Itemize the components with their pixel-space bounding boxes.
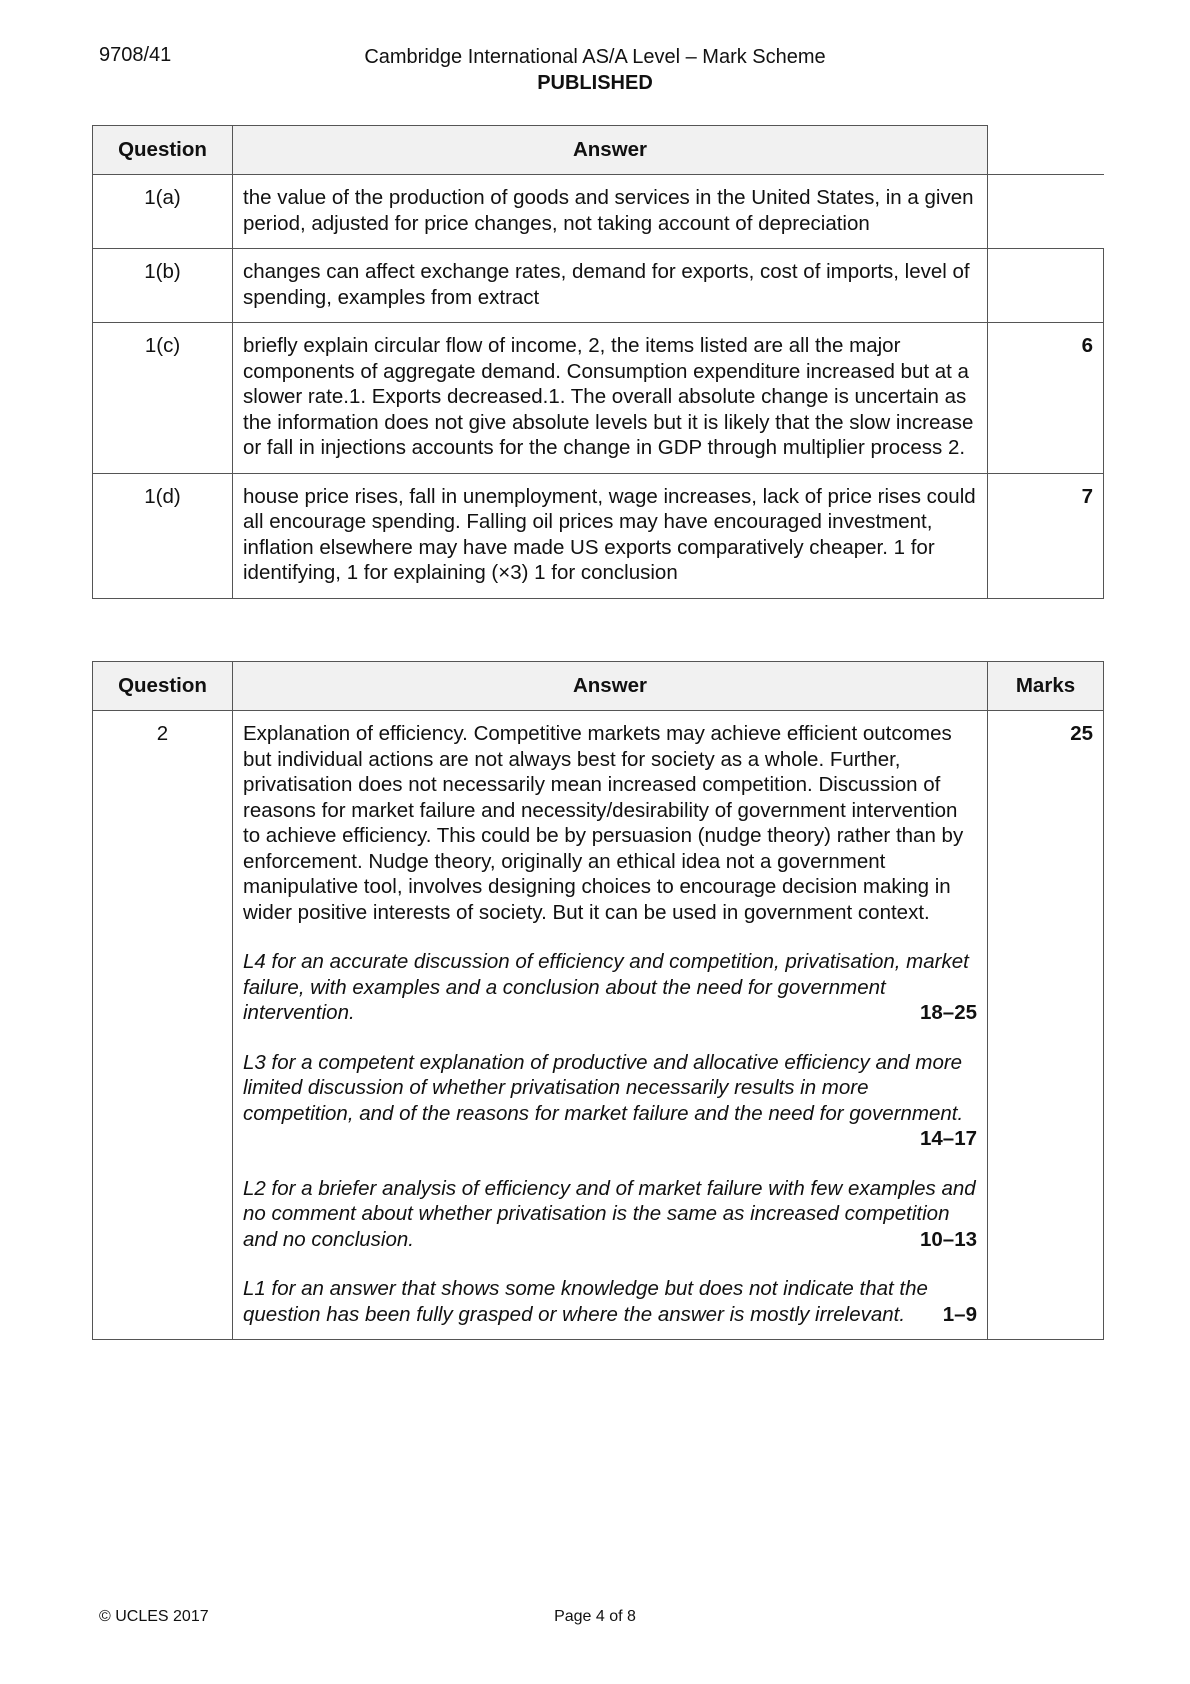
column-header-question: Question [93,662,233,711]
answer-text: changes can affect exchange rates, demand for exports, cost of imports, level of spending, examples from extract [233,249,988,323]
column-header-marks: Marks [988,662,1104,711]
table-header-row [93,662,1104,711]
question-number: 1(d) [93,473,233,598]
page-number: Page 4 of 8 [554,1608,636,1625]
marks-value [988,175,1104,249]
copyright-notice: © UCLES 2017 [99,1608,209,1625]
question-number: 1(b) [93,249,233,323]
level-descriptor [243,1176,977,1253]
answer-text: Explanation of efficiency. Competitive markets may achieve efficient outcomes but individual actions are not always best for society as a whole. Further, privatisation does not necessarily mean increased competition. Discussion of reasons for market failure and necessity/desirability of government intervention to achieve efficiency. This could be by persuasion (nudge theory) rather than by enforcement. Nudge theory, originally an ethical idea not a government manipulative tool, involves designing choices to encourage decision making in wider positive interests of society. But it can be used in government context. [243,722,964,924]
level-mark-band: 14–17 [919,1127,977,1150]
level-text: L3 for a competent explanation of productive and allocative efficiency and more limited discussion of whether privatisation necessarily results in more competition, and of the reasons for market failure and the need for government. [243,1050,964,1125]
answer-text: briefly explain circular flow of income, 2, the items listed are all the major components of aggregate demand. Consumption expenditure increased but at a slower rate.1. Exports decreased.1. The overall absolute change is uncertain as the information does not give absolute levels but it is likely that the slow increase or fall in injections accounts for the change in GDP through multiplier process 2. [233,323,988,474]
question-number: 1(c) [93,323,233,474]
column-header-question: Question [93,126,233,175]
table-row [93,473,1104,598]
answer-text: the value of the production of goods and services in the United States, in a given period, adjusted for price changes, not taking account of depreciation [233,175,988,249]
page-header [0,44,1190,96]
question-number: 1(a) [93,175,233,249]
table-row [93,323,1104,474]
answer-cell [233,711,988,1340]
table-row [93,711,1104,1340]
document-code: 9708/41 [99,44,172,66]
marks-value: 6 [988,323,1104,474]
marks-value: 7 [988,473,1104,598]
level-text: L1 for an answer that shows some knowledge but does not indicate that the question has been fully grasped or where the answer is mostly irrelevant. [243,1277,928,1326]
table-header-row [93,126,1104,175]
table-row [93,249,1104,323]
mark-scheme-table-q2 [92,661,1104,1340]
level-mark-band: 1–9 [942,1302,977,1326]
document-title: Cambridge International AS/A Level – Mark Scheme [364,46,826,68]
column-header-answer: Answer [233,662,988,711]
table-row [93,175,1104,249]
answer-text: house price rises, fall in unemployment, wage increases, lack of price rises could all encourage spending. Falling oil prices may have encouraged investment, inflation elsewhere may have made US exports comparatively cheaper. 1 for identifying, 1 for explaining (×3) 1 for conclusion [233,473,988,598]
mark-scheme-table-q1 [92,125,1104,599]
level-descriptor [243,949,977,1026]
column-header-marks-blank [988,126,1104,175]
publication-status: PUBLISHED [537,72,653,94]
level-mark-band: 18–25 [919,1001,977,1024]
level-descriptor [243,1050,977,1152]
level-descriptor [243,1276,977,1327]
level-text: L4 for an accurate discussion of efficiency and competition, privatisation, market failure, with examples and a conclusion about the need for government intervention. [243,950,969,1024]
question-number: 2 [93,711,233,1340]
level-text: L2 for a briefer analysis of efficiency and of market failure with few examples and no comment about whether privatisation is the same as increased competition and no conclusion. [243,1176,976,1251]
marks-value: 25 [988,711,1104,1340]
level-mark-band: 10–13 [919,1227,977,1251]
marks-value [988,249,1104,323]
column-header-answer: Answer [233,126,988,175]
